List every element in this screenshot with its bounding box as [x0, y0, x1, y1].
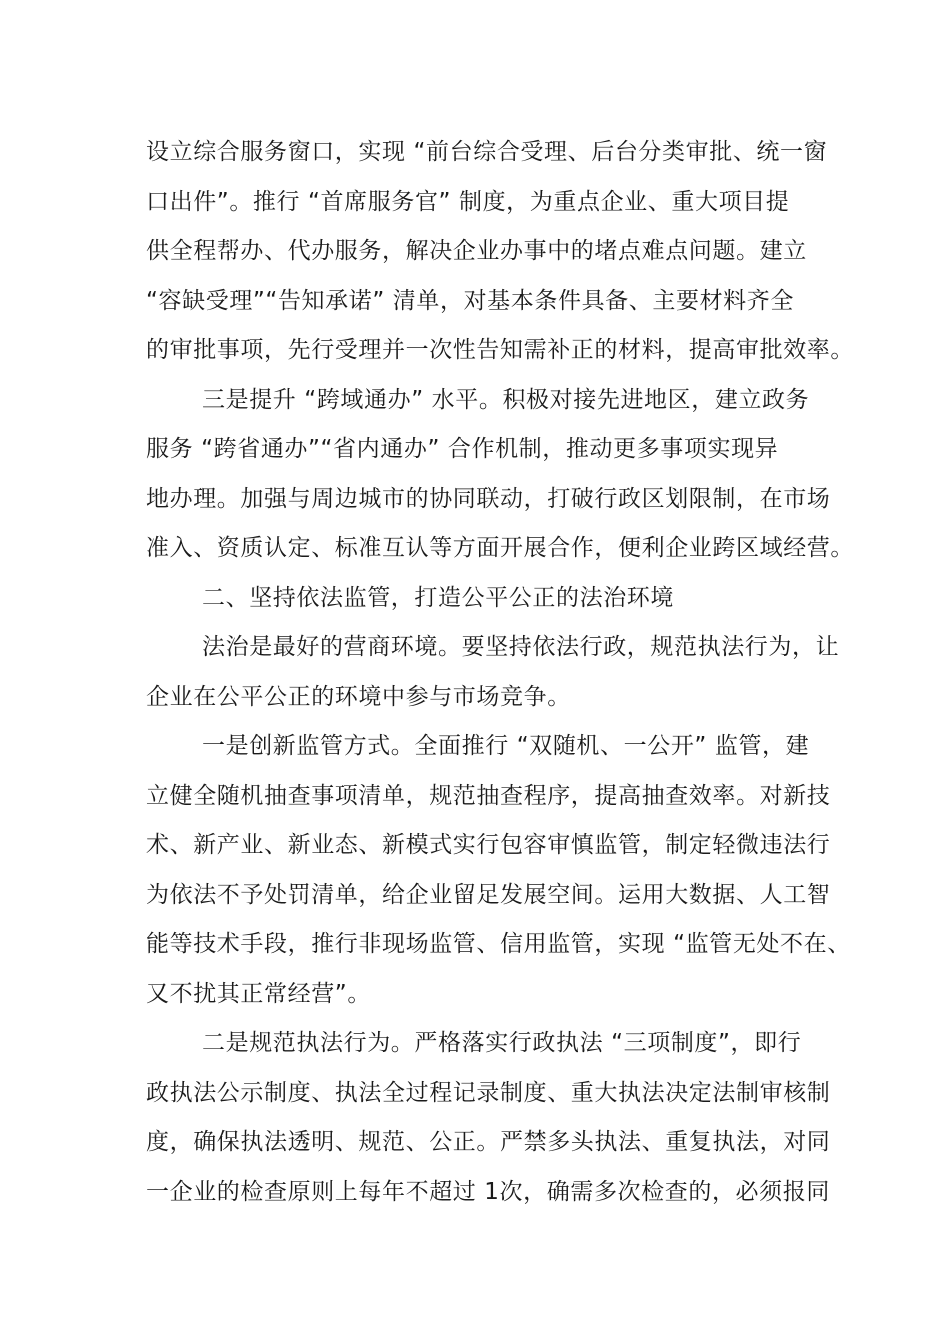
text-line: 又不扰其正常经营”。 — [146, 980, 371, 1007]
text-line: 一企业的检查原则上每年不超过 1次，确需多次检查的，必须报同 — [146, 1178, 830, 1205]
text-line: 能等技术手段，推行非现场监管、信用监管，实现 “监管无处不在、 — [146, 931, 851, 957]
text-line: 准入、资质认定、标准互认等方面开展合作，便利企业跨区域经营。 — [146, 535, 854, 561]
paragraph-start-line: 二是规范执法行为。严格落实行政执法 “三项制度”，即行 — [202, 1030, 802, 1056]
text-line: 服务 “跨省通办”“省内通办” 合作机制，推动更多事项实现异 — [146, 436, 779, 462]
section-heading: 二、坚持依法监管，打造公平公正的法治环境 — [202, 584, 674, 611]
text-line: 的审批事项，先行受理并一次性告知需补正的材料，提高审批效率。 — [146, 337, 854, 363]
text-line: 口出件”。推行 “首席服务官” 制度，为重点企业、重大项目提 — [146, 188, 790, 215]
text-line: 政执法公示制度、执法全过程记录制度、重大执法决定法制审核制 — [146, 1079, 831, 1106]
text-line: 设立综合服务窗口，实现 “前台综合受理、后台分类审批、统一窗 — [146, 139, 828, 165]
text-line: 企业在公平公正的环境中参与市场竞争。 — [146, 683, 571, 710]
paragraph-start-line: 一是创新监管方式。全面推行 “双随机、一公开” 监管，建 — [202, 733, 810, 759]
paragraph-start-line: 法治是最好的营商环境。要坚持依法行政，规范执法行为，让 — [202, 634, 840, 660]
text-line: 立健全随机抽查事项清单，规范抽查程序，提高抽查效率。对新技 — [146, 782, 831, 809]
text-line: 为依法不予处罚清单，给企业留足发展空间。运用大数据、人工智 — [146, 881, 831, 908]
paragraph-start-line: 三是提升 “跨域通办” 水平。积极对接先进地区，建立政务 — [202, 386, 810, 413]
text-line: 供全程帮办、代办服务，解决企业办事中的堵点难点问题。建立 — [146, 238, 807, 264]
text-line: “容缺受理”“告知承诺” 清单，对基本条件具备、主要材料齐全 — [146, 287, 794, 314]
text-line: 地办理。加强与周边城市的协同联动，打破行政区划限制，在市场 — [146, 485, 831, 512]
text-line: 度，确保执法透明、规范、公正。严禁多头执法、重复执法，对同 — [146, 1129, 831, 1155]
body-text — [146, 128, 854, 1217]
text-line: 术、新产业、新业态、新模式实行包容审慎监管，制定轻微违法行 — [146, 832, 831, 858]
